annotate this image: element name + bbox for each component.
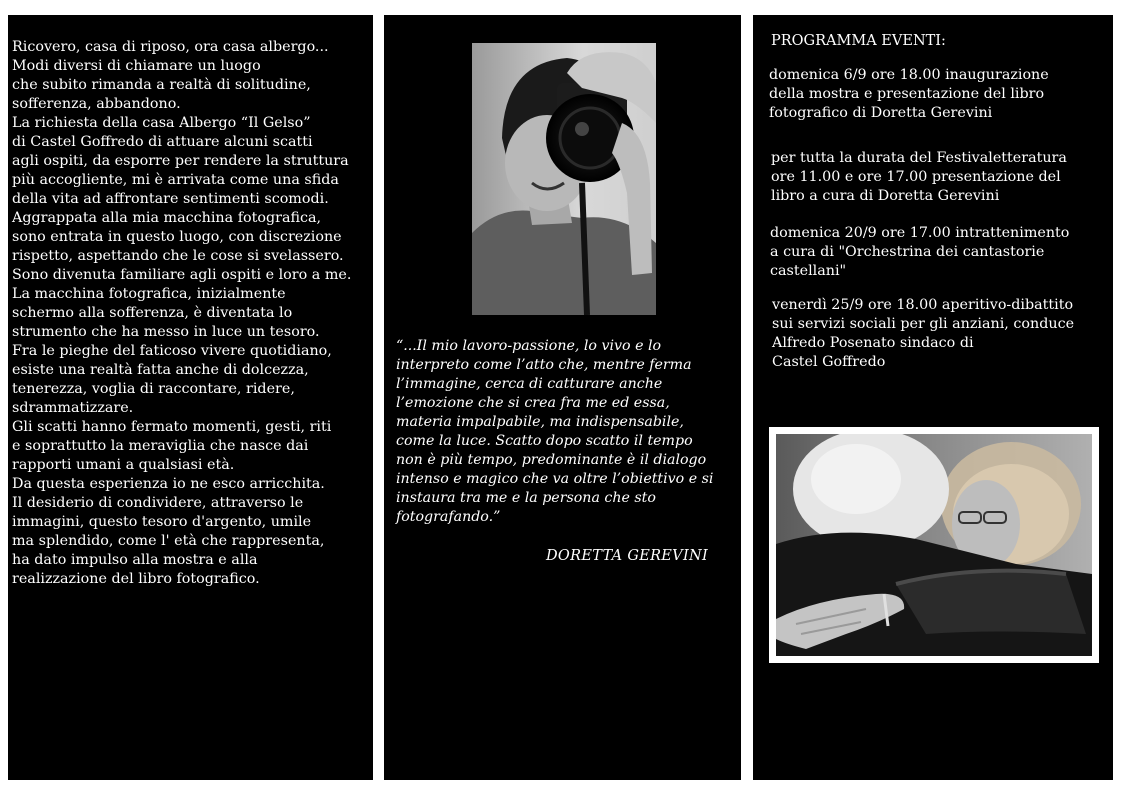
text-line: sofferenza, abbandono. (12, 96, 181, 112)
quote-line: l’immagine, cerca di catturare anche (396, 376, 663, 392)
event-line: a cura di "Orchestrina dei cantastorie (770, 244, 1045, 260)
text-line: strumento che ha messo in luce un tesoro. (12, 324, 320, 340)
event-line: Alfredo Posenato sindaco di (772, 335, 974, 351)
text-line: ha dato impulso alla mostra e alla (12, 552, 258, 568)
text-line: Aggrappata alla mia macchina fotografica, (12, 210, 322, 226)
event-line: domenica 20/9 ore 17.00 intrattenimento (770, 225, 1070, 241)
hug-illustration (776, 434, 1092, 656)
text-line: realizzazione del libro fotografico. (12, 571, 260, 587)
quote-line: instaura tra me e la persona che sto (396, 490, 656, 506)
text-line: Gli scatti hanno fermato momenti, gesti, riti (12, 419, 332, 435)
text-line: più accogliente, mi è arrivata come una sfida (12, 172, 339, 188)
text-line: La richiesta della casa Albergo “Il Gelso” (12, 115, 311, 131)
quote-text (396, 337, 736, 527)
event-line: ore 11.00 e ore 17.00 presentazione del (771, 169, 1061, 185)
right-panel (753, 15, 1113, 780)
quote-line: materia impalpabile, ma indispensabile, (396, 414, 684, 430)
intro-text (12, 38, 374, 589)
text-line: immagini, questo tesoro d'argento, umile (12, 514, 312, 530)
photographer-photo (472, 43, 656, 315)
text-line: ma splendido, come l' età che rappresenta, (12, 533, 325, 549)
text-line: La macchina fotografica, inizialmente (12, 286, 286, 302)
event-line: della mostra e presentazione del libro (769, 86, 1045, 102)
hug-photo (776, 434, 1092, 656)
text-line: Modi diversi di chiamare un luogo (12, 58, 261, 74)
text-line: Sono divenuta familiare agli ospiti e loro a me. (12, 267, 352, 283)
event-line: sui servizi sociali per gli anziani, conduce (772, 316, 1075, 332)
text-line: di Castel Goffredo di attuare alcuni scatti (12, 134, 313, 150)
text-line: sdrammatizzare. (12, 400, 134, 416)
quote-line: interpreto come l’atto che, mentre ferma (396, 357, 692, 373)
text-line: della vita ad affrontare sentimenti scomodi. (12, 191, 329, 207)
left-panel (8, 15, 373, 780)
text-line: sono entrata in questo luogo, con discrezione (12, 229, 342, 245)
text-line: Ricovero, casa di riposo, ora casa albergo... (12, 39, 329, 55)
program-title: PROGRAMMA EVENTI: (771, 33, 946, 49)
hug-photo-frame (769, 427, 1099, 663)
text-line: tenerezza, voglia di raccontare, ridere, (12, 381, 295, 397)
event-item (771, 149, 1111, 206)
text-line: esiste una realtà fatta anche di dolcezza, (12, 362, 309, 378)
photographer-illustration (472, 43, 656, 315)
event-line: venerdì 25/9 ore 18.00 aperitivo-dibattito (772, 297, 1074, 313)
text-line: schermo alla sofferenza, è diventata lo (12, 305, 293, 321)
text-line: agli ospiti, da esporre per rendere la struttura (12, 153, 349, 169)
event-line: domenica 6/9 ore 18.00 inaugurazione (769, 67, 1049, 83)
quote-line: come la luce. Scatto dopo scatto il tempo (396, 433, 693, 449)
event-line: libro a cura di Doretta Gerevini (771, 188, 1000, 204)
quote-line: non è più tempo, predominante è il dialogo (396, 452, 707, 468)
text-line: Da questa esperienza io ne esco arricchita. (12, 476, 325, 492)
text-line: Il desiderio di condividere, attraverso le (12, 495, 304, 511)
quote-line: l’emozione che si crea fra me ed essa, (396, 395, 670, 411)
text-line: e soprattutto la meraviglia che nasce dai (12, 438, 309, 454)
text-line: Fra le pieghe del faticoso vivere quotidiano, (12, 343, 332, 359)
quote-line: “...Il mio lavoro-passione, lo vivo e lo (396, 338, 662, 354)
event-line: Castel Goffredo (772, 354, 886, 370)
event-line: fotografico di Doretta Gerevini (769, 105, 993, 121)
middle-panel (384, 15, 741, 780)
text-line: rispetto, aspettando che le cose si svelassero. (12, 248, 344, 264)
event-item (770, 224, 1110, 281)
event-item (772, 296, 1112, 372)
text-line: che subito rimanda a realtà di solitudine, (12, 77, 311, 93)
quote-author: DORETTA GEREVINI (546, 548, 708, 564)
quote-line: fotografando.” (396, 509, 501, 525)
event-item (769, 66, 1109, 123)
event-line: castellani" (770, 263, 847, 279)
event-line: per tutta la durata del Festivaletteratura (771, 150, 1067, 166)
text-line: rapporti umani a qualsiasi età. (12, 457, 235, 473)
quote-line: intenso e magico che va oltre l’obiettivo e si (396, 471, 714, 487)
